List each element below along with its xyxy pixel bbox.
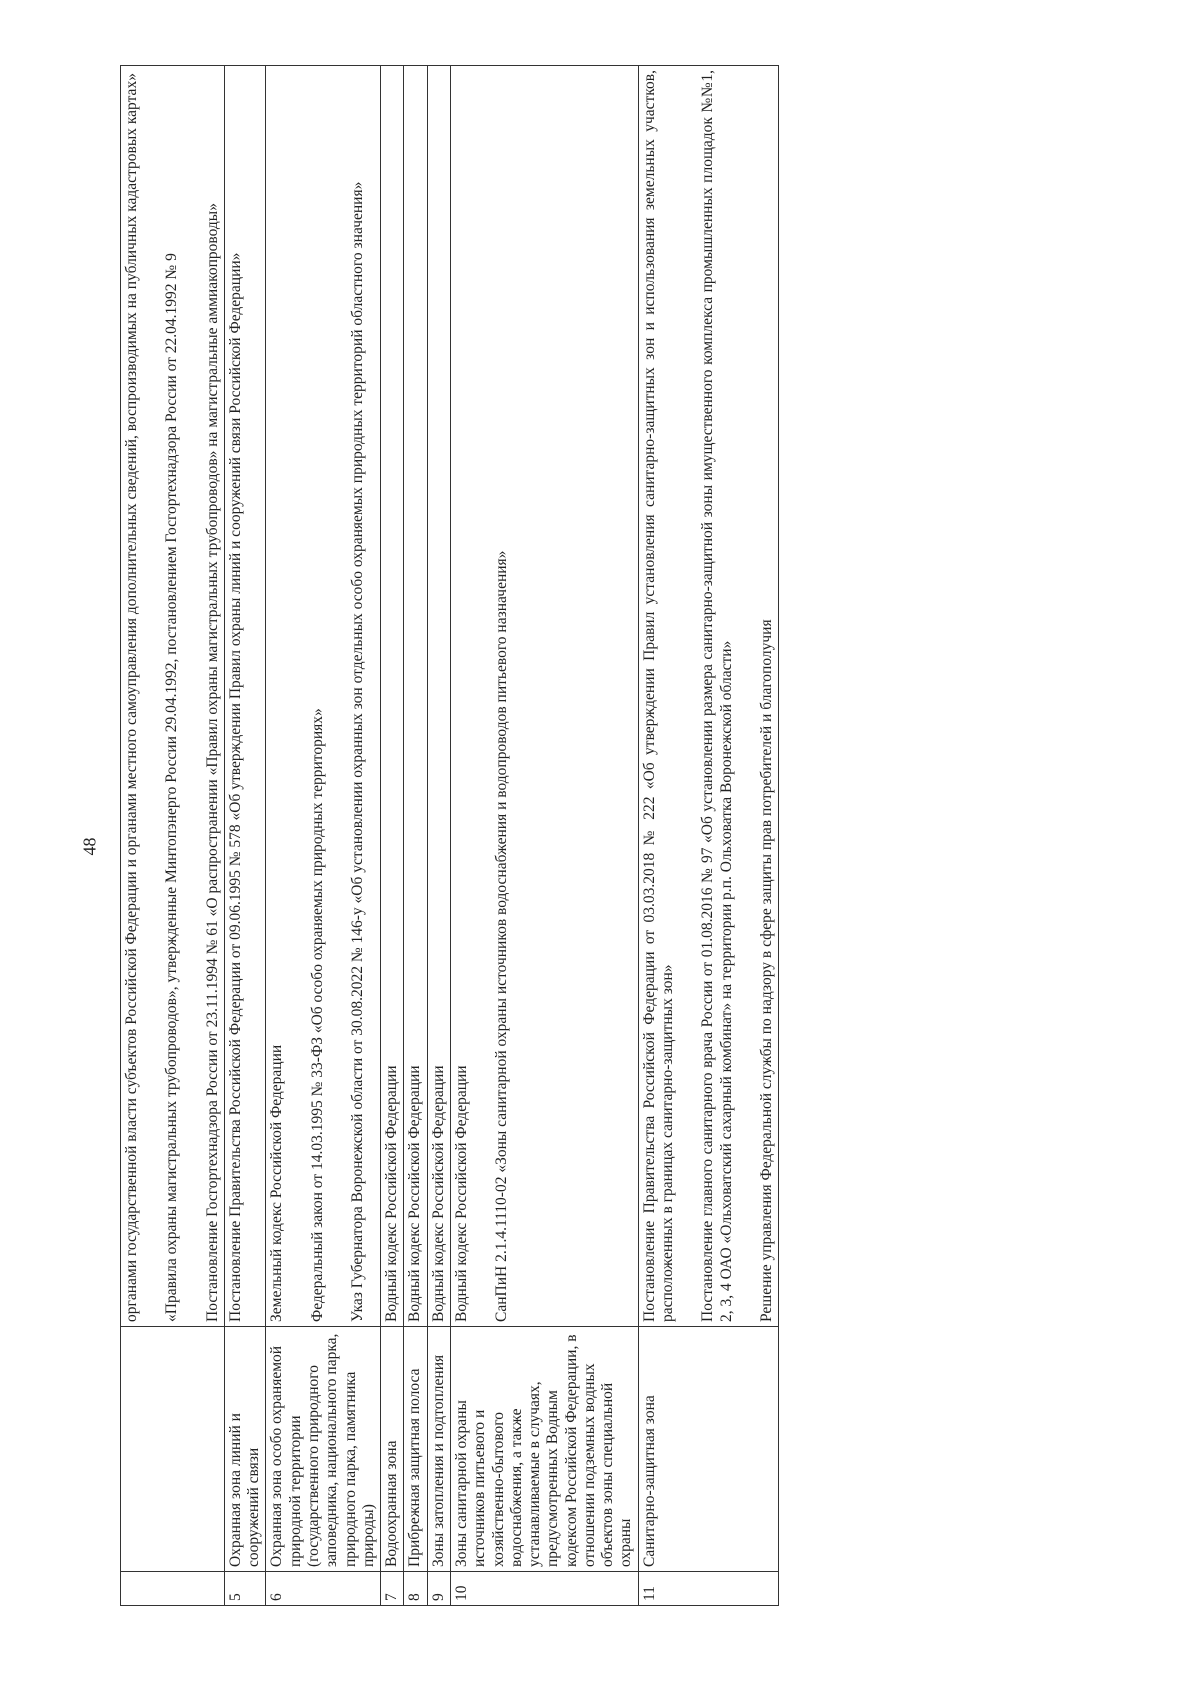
document-text: Постановление Правительства Российской Федерации от 03.03.2018 № 222 «Об утверждении Правил установления санитарно-защитных зон и использования земельных участков, расположенных в границах санитарно-защитных зон» bbox=[640, 70, 677, 1322]
zone-name: Зоны затопления и подтопления bbox=[427, 1327, 450, 1572]
document-text: «Правила охраны магистральных трубопроводов», утвержденные Минтопэнерго России 29.04.1992, постановлением Госгортехнадзора России от 22.04.1992 № 9 bbox=[163, 253, 181, 1322]
document-text: СанПиН 2.1.4.1110-02 «Зоны санитарной охраны источников водоснабжения и водопроводов питьевого назначения» bbox=[493, 550, 511, 1322]
row-number: 6 bbox=[266, 1572, 381, 1606]
document-text: Постановление Госгортехнадзора России от 23.11.1994 № 61 «О распространении «Правил охраны магистральных трубопроводов» на магистральные аммиакопроводы» bbox=[203, 203, 221, 1322]
documents-cell bbox=[638, 66, 778, 1327]
table-row bbox=[638, 66, 778, 1606]
table-row bbox=[381, 66, 404, 1606]
document-text: Федеральный закон от 14.03.1995 № 33-ФЗ «Об особо охраняемых природных территориях» bbox=[308, 708, 326, 1322]
documents-cell bbox=[224, 66, 266, 1327]
documents-cell bbox=[266, 66, 381, 1327]
table-row bbox=[121, 66, 225, 1606]
row-number: 7 bbox=[381, 1572, 404, 1606]
table-row bbox=[427, 66, 450, 1606]
document-text: Постановление главного санитарного врача России от 01.08.2016 № 97 «Об установлении размера санитарно-защитной зоны имущественного комплекса промышленных площадок №№1, 2, 3, 4 ОАО «Ольховатский сахарный комбинат» на территории р.п. Ольховатка Воронежской области» bbox=[699, 70, 735, 1322]
legal-basis-table bbox=[120, 65, 779, 1606]
document-text: Решение управления Федеральной службы по надзору в сфере защиты прав потребителей и благополучия bbox=[757, 619, 775, 1322]
row-number: 9 bbox=[427, 1572, 450, 1606]
table-row bbox=[266, 66, 381, 1606]
table-row bbox=[450, 66, 638, 1606]
document-text: Водный кодекс Российской Федерации bbox=[452, 1065, 470, 1322]
document-text: Земельный кодекс Российской Федерации bbox=[268, 1044, 286, 1322]
table-row bbox=[404, 66, 427, 1606]
document-page bbox=[120, 66, 1050, 1606]
zone-name: Санитарно-защитная зона bbox=[638, 1327, 778, 1572]
row-number: 8 bbox=[404, 1572, 427, 1606]
zone-name: Водоохранная зона bbox=[381, 1327, 404, 1572]
document-text: Указ Губернатора Воронежской области от 30.08.2022 № 146-у «Об установлении охранных зон отдельных особо охраняемых природных территорий областного значения» bbox=[348, 181, 366, 1322]
zone-name bbox=[121, 1327, 225, 1572]
documents-cell: Водный кодекс Российской Федерации bbox=[427, 66, 450, 1327]
document-text: Постановление Правительства Российской Федерации от 09.06.1995 № 578 «Об утверждении Правил охраны линий и сооружений связи Российской Федерации» bbox=[226, 252, 244, 1322]
documents-cell: Водный кодекс Российской Федерации bbox=[404, 66, 427, 1327]
page-number: 48 bbox=[79, 837, 100, 856]
table-row bbox=[224, 66, 266, 1606]
documents-cell: Водный кодекс Российской Федерации bbox=[381, 66, 404, 1327]
zone-name: Зоны санитарной охраны источников питьевого и хозяйственно-бытового водоснабжения, а также устанавливаемые в случаях, предусмотренных Водным кодексом Российской Федерации, в отношении подземных водных объектов зоны специальной охраны bbox=[450, 1327, 638, 1572]
row-number: 10 bbox=[450, 1572, 638, 1606]
zone-name: Охранная зона особо охраняемой природной территории (государственного природного заповедника, национального парка, природного парка, памятника природы) bbox=[266, 1327, 381, 1572]
row-number bbox=[121, 1572, 225, 1606]
document-text: органами государственной власти субъектов Российской Федерации и органами местного самоуправления дополнительных сведений, воспроизводимых на публичных кадастровых картах» bbox=[123, 73, 140, 1322]
zone-name: Охранная зона линий и сооружений связи bbox=[224, 1327, 266, 1572]
row-number: 5 bbox=[224, 1572, 266, 1606]
row-number: 11 bbox=[638, 1572, 778, 1606]
zone-name: Прибрежная защитная полоса bbox=[404, 1327, 427, 1572]
documents-cell bbox=[121, 66, 225, 1327]
documents-cell bbox=[450, 66, 638, 1327]
